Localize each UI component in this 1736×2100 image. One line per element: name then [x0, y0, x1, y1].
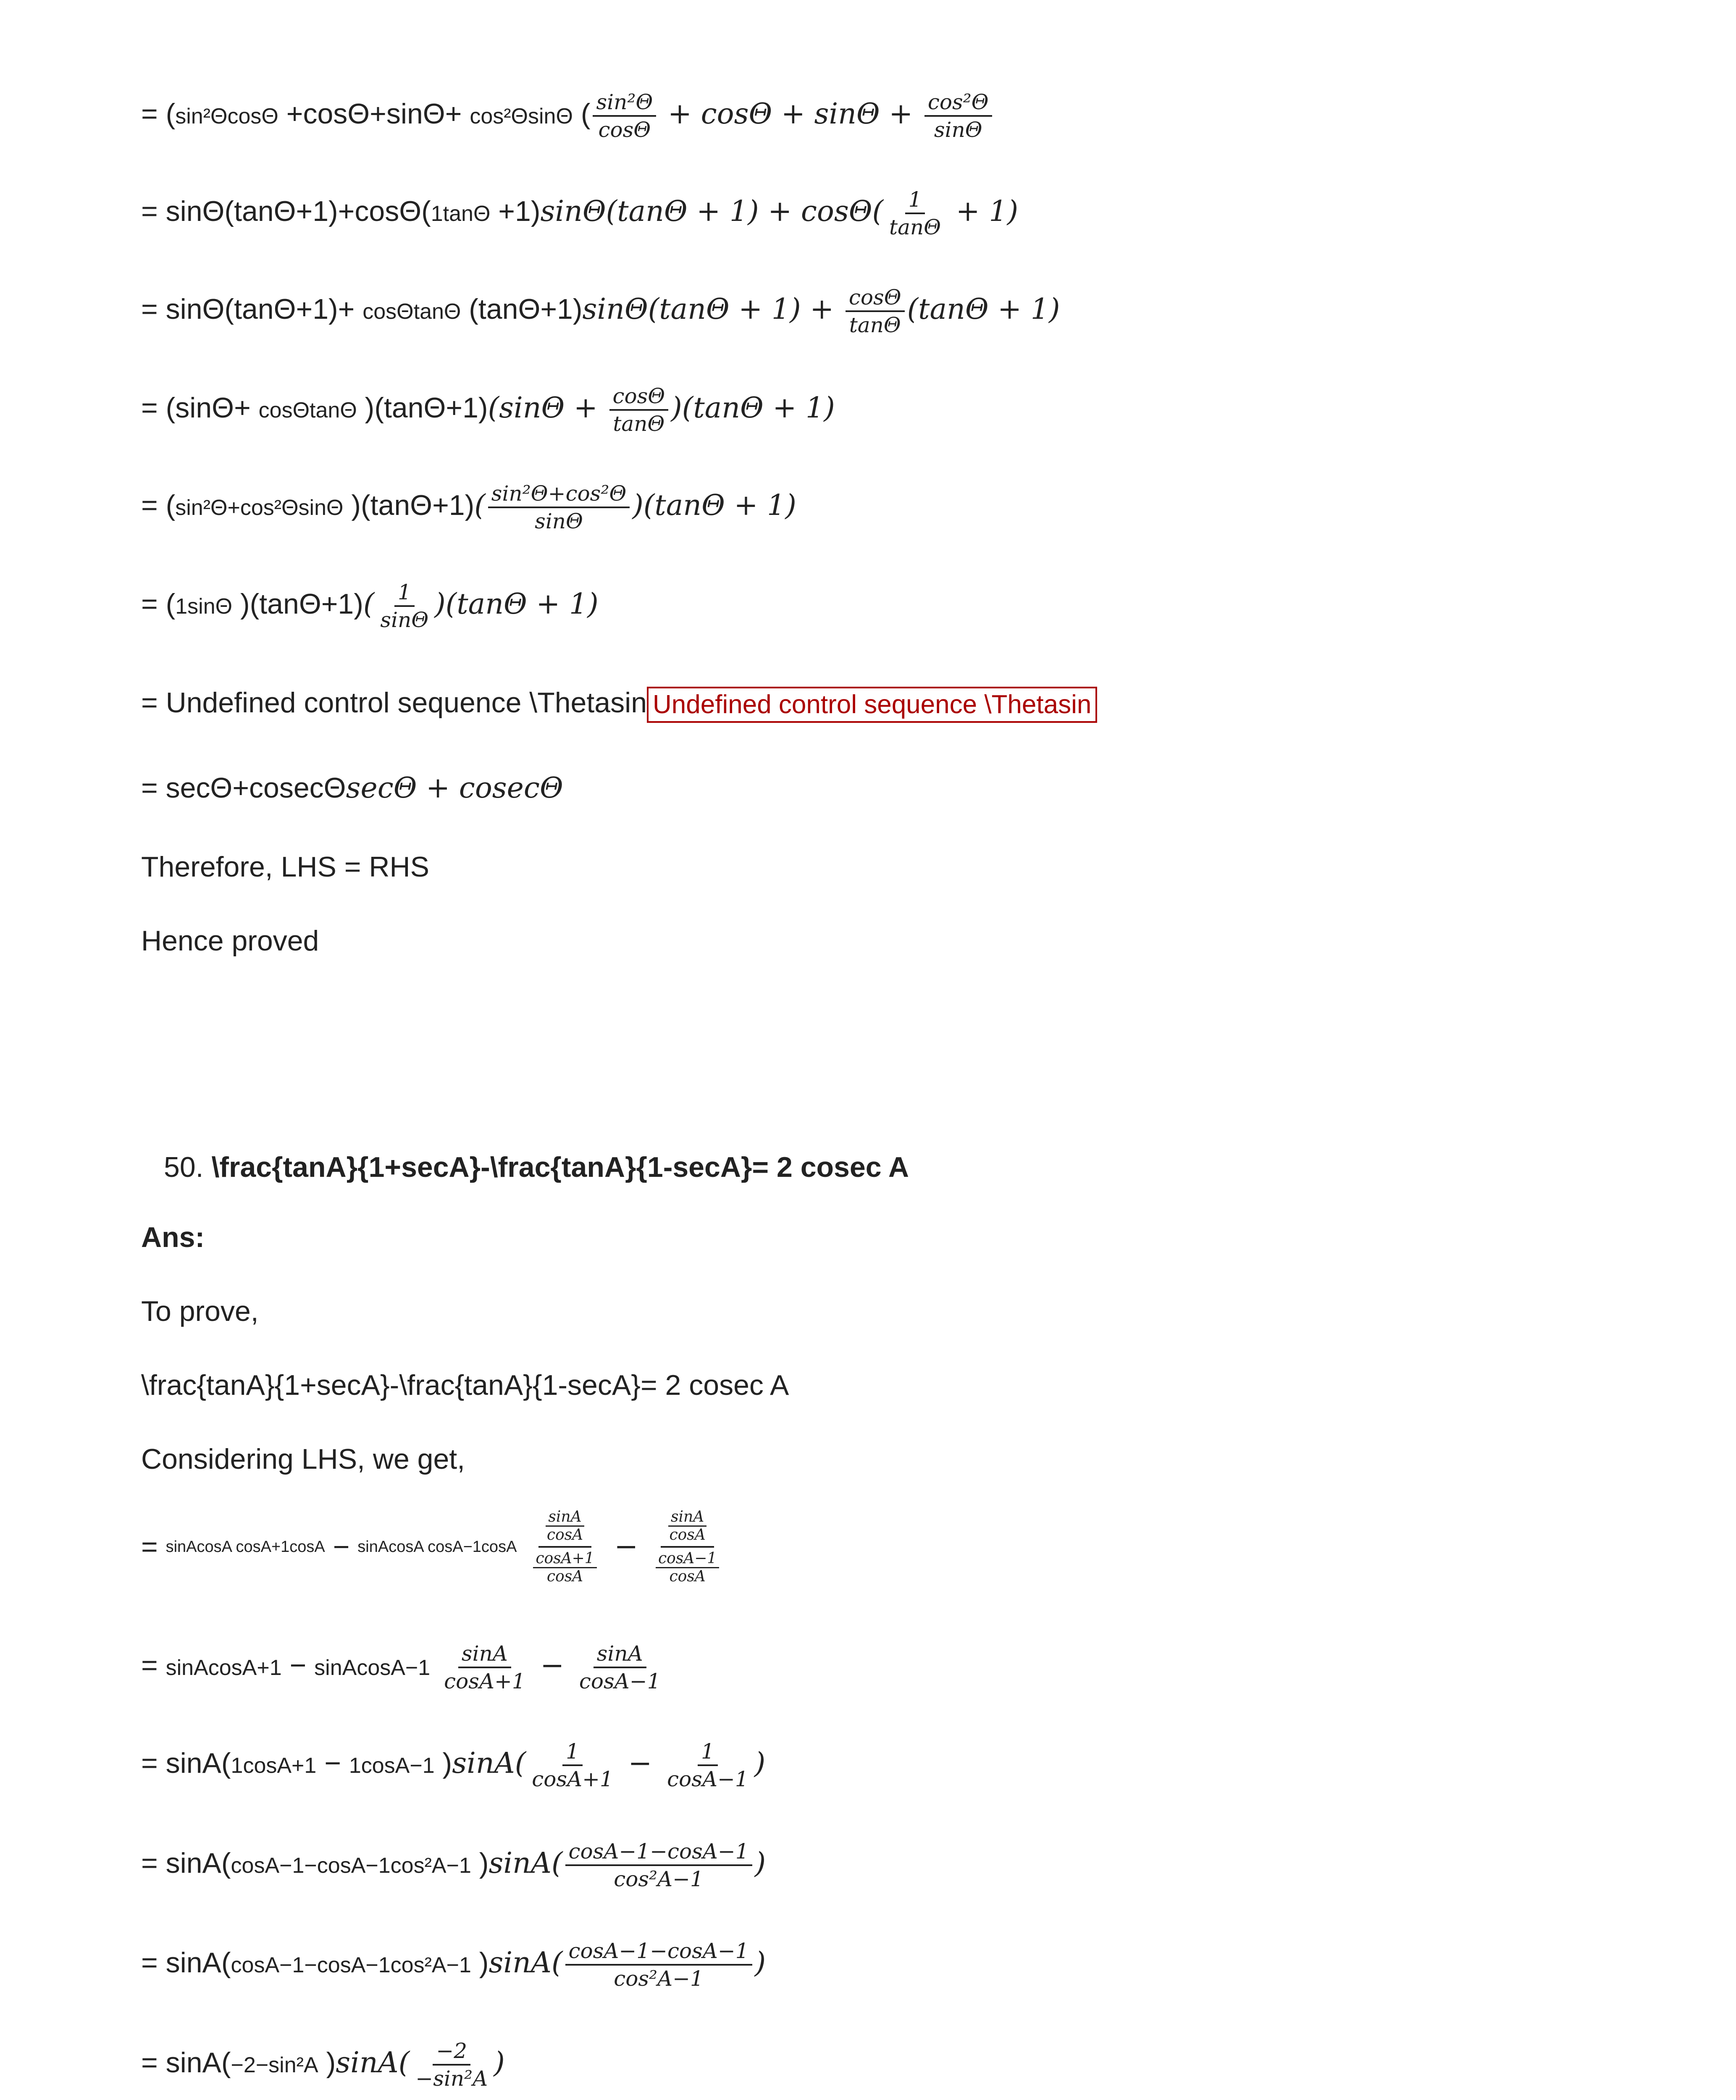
text-segment: = (: [141, 97, 176, 130]
numerator: 1: [698, 1741, 718, 1766]
text-segment: = (sinΘ+: [141, 391, 259, 424]
math-segment: ): [754, 1746, 766, 1780]
math-segment: ): [754, 1846, 766, 1880]
numerator: cosΘ: [846, 287, 905, 312]
denominator: sinΘ: [535, 509, 583, 533]
fraction: [667, 1509, 708, 1544]
fraction: [528, 1741, 617, 1790]
numerator: sin²Θ: [593, 92, 656, 117]
denominator: sinΘ: [380, 608, 429, 632]
text-segment: = (: [141, 588, 176, 620]
math-segment: (sinΘ +: [488, 391, 607, 425]
text-segment: sinAcosA cosA+1cosA: [165, 1538, 325, 1556]
fraction: [441, 1643, 529, 1692]
denominator: cosA+1: [532, 1767, 613, 1791]
step-s1: [141, 1509, 727, 1585]
fraction: [488, 483, 630, 532]
numerator: cos²Θ: [924, 92, 992, 117]
math-segment: −: [619, 1746, 662, 1780]
step-line-4: [141, 386, 835, 434]
text-segment: Θ: [326, 495, 344, 520]
text-segment: (: [573, 97, 591, 130]
fraction: [593, 92, 656, 140]
text-segment: Θ: [444, 299, 461, 324]
text-segment: = sinΘ(tanΘ+1)+cosΘ(: [141, 195, 431, 227]
fraction: [664, 1741, 752, 1790]
text-segment: = sinA(: [141, 2046, 231, 2079]
fraction: [886, 189, 944, 238]
text-segment: +1): [490, 195, 541, 227]
math-segment: )(tanΘ + 1): [632, 488, 796, 522]
text-segment: Θ: [556, 104, 573, 129]
step-line-5: [141, 483, 796, 532]
numerator: sinA: [594, 1643, 646, 1668]
text-segment: sin²Θ+cos²Θsin: [175, 495, 327, 520]
step-s6: [141, 2040, 505, 2089]
fraction: [533, 1550, 596, 1585]
text-segment: 1tan: [431, 201, 473, 226]
text-segment: sinAcosA cosA−1cosA: [357, 1538, 517, 1556]
text-segment: −: [325, 1531, 358, 1563]
math-segment: secΘ + cosecΘ: [346, 772, 563, 805]
math-segment: + cosΘ + sinΘ +: [659, 97, 922, 131]
step-line-8: [141, 774, 563, 803]
denominator: [527, 1548, 602, 1585]
step-s3: [141, 1741, 765, 1790]
denominator: cosA: [546, 1568, 583, 1585]
denominator: cosA: [546, 1526, 583, 1544]
numerator: cosA−1: [656, 1550, 719, 1568]
text-segment: = (: [141, 489, 176, 521]
math-segment: )(tanΘ + 1): [671, 391, 835, 425]
denominator: sinΘ: [934, 118, 982, 142]
numerator: sinA: [546, 1509, 584, 1527]
text-segment: −: [316, 1747, 349, 1779]
fraction: [924, 92, 992, 140]
text-segment: Θ: [215, 594, 233, 619]
hence-proved-text: Hence proved: [141, 925, 319, 957]
text-segment: 1cosA+1: [231, 1753, 317, 1778]
math-segment: ): [754, 1946, 766, 1979]
text-segment: (tanΘ+1): [461, 293, 583, 325]
fraction: [656, 1550, 719, 1585]
text-segment: = sinA(: [141, 1747, 231, 1779]
text-segment: cosA−1−cosA−1cos²A−1: [231, 1953, 471, 1977]
step-line-7: [141, 687, 1097, 723]
numerator: cosΘ: [609, 386, 669, 411]
text-segment: Θ: [473, 201, 491, 226]
text-segment: = sinΘ(tanΘ+1)+: [141, 293, 363, 325]
numerator: 1: [905, 189, 925, 214]
step-s5: [141, 1940, 766, 1989]
fraction: [576, 1643, 664, 1692]
conclusion-text: Therefore, LHS = RHS: [141, 851, 429, 883]
math-segment: sinA(: [488, 1846, 563, 1880]
text-segment: = Undefined control sequence \Thetasin: [141, 686, 647, 719]
text-segment: sinAcosA+1: [165, 1655, 282, 1680]
fraction: [846, 287, 905, 336]
text-segment: = sinA(: [141, 1946, 231, 1979]
denominator: cosA−1: [667, 1767, 749, 1791]
math-segment: (: [363, 587, 375, 621]
text-segment: ): [471, 1847, 489, 1879]
numerator: sinA: [668, 1509, 706, 1527]
text-segment: 1sin: [175, 594, 215, 619]
text-segment: −2−sin²A: [231, 2053, 318, 2077]
fraction: [565, 1940, 752, 1989]
denominator: tanΘ: [849, 313, 901, 337]
step-s2: [141, 1643, 667, 1692]
denominator: cos²A−1: [614, 1966, 704, 1991]
text-segment: =: [141, 1649, 166, 1681]
ans-label: Ans:: [141, 1221, 205, 1253]
prove-expression: \frac{tanA}{1+secA}-\frac{tanA}{1-secA}= 2 cosec A: [141, 1369, 789, 1401]
text-segment: Θ: [340, 398, 357, 423]
math-segment: + 1): [947, 194, 1019, 228]
text-segment: Θ: [261, 104, 278, 129]
text-segment: =: [141, 1531, 166, 1563]
text-segment: )(tanΘ+1): [357, 391, 488, 424]
question-text: \frac{tanA}{1+secA}-\frac{tanA}{1-secA}= 2 cosec A: [211, 1151, 909, 1183]
numerator: 1: [562, 1741, 583, 1766]
numerator: [538, 1509, 591, 1548]
denominator: cos²A−1: [614, 1867, 704, 1891]
numerator: cosA+1: [533, 1550, 596, 1568]
numerator: 1: [394, 582, 415, 607]
to-prove-text: To prove,: [141, 1295, 259, 1327]
text-segment: )(tanΘ+1): [343, 489, 475, 521]
denominator: cosA−1: [579, 1669, 661, 1693]
numerator: cosA−1−cosA−1: [565, 1841, 752, 1866]
step-line-6: [141, 582, 599, 630]
text-segment: ): [471, 1946, 489, 1979]
step-s4: [141, 1841, 766, 1890]
math-segment: )(tanΘ + 1): [434, 587, 599, 621]
text-segment: cos²Θsin: [470, 104, 556, 129]
nested-fraction: [527, 1509, 602, 1585]
fraction: [565, 1841, 752, 1890]
denominator: −sin²A: [415, 2066, 488, 2091]
text-segment: −: [281, 1649, 315, 1681]
nested-fraction: [650, 1509, 725, 1585]
math-segment: sinΘ(tanΘ + 1) + cosΘ(: [540, 194, 884, 228]
math-segment: (: [474, 488, 486, 522]
text-segment: 1cosA−1: [349, 1753, 435, 1778]
fraction: [609, 386, 669, 434]
text-segment: = secΘ+cosecΘ: [141, 772, 346, 804]
considering-text: Considering LHS, we get,: [141, 1443, 465, 1475]
math-segment: sinΘ(tanΘ + 1) +: [582, 292, 843, 326]
question-heading: [164, 1151, 909, 1184]
text-segment: = sinA(: [141, 1847, 231, 1879]
fraction: [377, 582, 432, 630]
math-segment: −: [531, 1648, 573, 1682]
denominator: cosA: [669, 1568, 706, 1585]
step-line-1: [141, 92, 995, 140]
fraction: [544, 1509, 586, 1544]
step-line-3: [141, 287, 1060, 336]
math-segment: sinA(: [452, 1746, 526, 1780]
text-segment: sin²Θcos: [175, 104, 262, 129]
numerator: cosA−1−cosA−1: [565, 1940, 752, 1966]
denominator: cosA+1: [444, 1669, 525, 1693]
numerator: [661, 1509, 714, 1548]
denominator: tanΘ: [613, 412, 665, 436]
text-segment: cosΘtan: [362, 299, 444, 324]
question-number: 50.: [164, 1151, 204, 1183]
text-segment: sinAcosA−1: [314, 1655, 431, 1680]
denominator: cosA: [669, 1526, 706, 1544]
denominator: tanΘ: [889, 215, 941, 239]
text-segment: cosΘtan: [258, 398, 340, 423]
text-segment: ): [434, 1747, 452, 1779]
denominator: [650, 1548, 725, 1585]
math-segment: (tanΘ + 1): [907, 292, 1060, 326]
denominator: cosΘ: [598, 118, 651, 142]
math-segment: ): [494, 2046, 505, 2079]
text-segment: cosA−1−cosA−1cos²A−1: [231, 1853, 471, 1878]
math-segment: sinA(: [336, 2046, 410, 2079]
step-line-2: [141, 189, 1018, 238]
fraction: [412, 2040, 491, 2089]
numerator: sinA: [458, 1643, 511, 1668]
text-segment: +cosΘ+sinΘ+: [278, 97, 470, 130]
math-segment: sinA(: [488, 1946, 563, 1979]
numerator: sin²Θ+cos²Θ: [488, 483, 630, 508]
numerator: −2: [433, 2040, 470, 2066]
latex-error-box: Undefined control sequence \Thetasin: [647, 687, 1097, 723]
text-segment: )(tanΘ+1): [232, 588, 363, 620]
math-segment: −: [605, 1530, 647, 1563]
text-segment: ): [318, 2046, 336, 2079]
